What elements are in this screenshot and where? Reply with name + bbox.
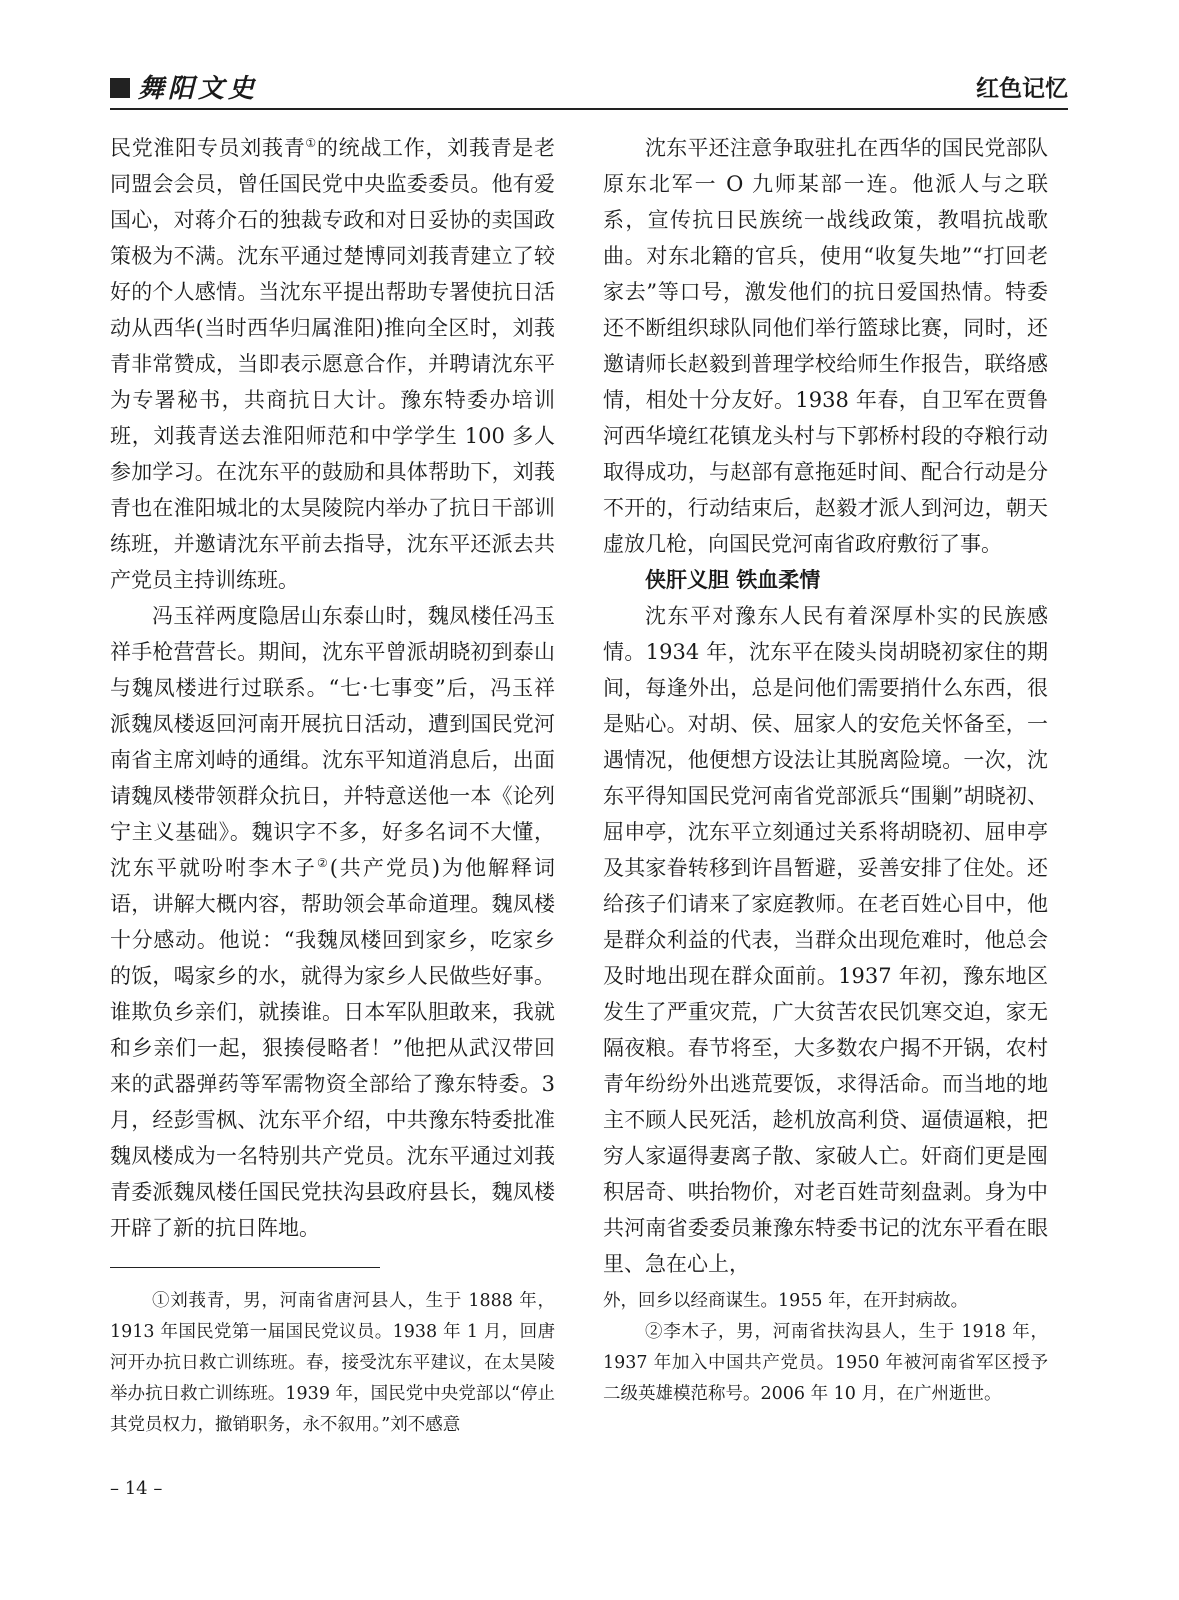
footnote-1-continued: 外，回乡以经商谋生。1955 年，在开封病故。 bbox=[603, 1291, 969, 1311]
section-title: 红色记忆 bbox=[976, 76, 1068, 102]
footnote-1: ①刘莪青，男，河南省唐河县人，生于 1888 年，1913 年国民党第一届国民党议员。1938 年 1 月，回唐河开办抗日救亡训练班。春，接受沈东平建议，在太昊陵举办抗日救亡训练班。1939 年，国民党中央党部以“停止其党员权力，撤销职务，永不叙用。”刘不感意 bbox=[110, 1291, 555, 1435]
header-rule bbox=[110, 108, 1068, 110]
left-column bbox=[110, 130, 555, 1246]
footnote-2: ②李木子，男，河南省扶沟县人，生于 1918 年，1937 年加入中国共产党员。1950 年被河南省军区授予二级英雄模范称号。2006 年 10 月，在广州逝世。 bbox=[603, 1322, 1048, 1404]
text-run: 的统战工作，刘莪青是老同盟会会员，曾任国民党中央监委委员。他有爱国心，对蒋介石的独裁专政和对日妥协的卖国政策极为不满。沈东平通过楚博同刘莪青建立了较好的个人感情。当沈东平提出帮助专署使抗日活动从西华(当时西华归属淮阳)推向全区时，刘莪青非常赞成，当即表示愿意合作，并聘请沈东平为专署秘书，共商抗日大计。豫东特委办培训班，刘莪青送去淮阳师范和中学学生 100 多人参加学习。在沈东平的鼓励和具体帮助下，刘莪青也在淮阳城北的太昊陵院内举办了抗日干部训练班，并邀请沈东平前去指导，沈东平还派去共产党员主持训练班。 bbox=[110, 136, 556, 592]
text-run: 冯玉祥两度隐居山东泰山时，魏凤楼任冯玉祥手枪营营长。期间，沈东平曾派胡晓初到泰山与魏凤楼进行过联系。“七·七事变”后，冯玉祥派魏凤楼返回河南开展抗日活动，遭到国民党河南省主席刘峙的通缉。沈东平知道消息后，出面请魏凤楼带领群众抗日，并特意送他一本《论列宁主义基础》。魏识字不多，好多名词不大懂，沈东平就吩咐李木子 bbox=[110, 604, 555, 880]
page-header bbox=[110, 70, 1068, 110]
header-square-icon bbox=[110, 78, 130, 98]
text-run: 民党淮阳专员刘莪青 bbox=[110, 136, 306, 160]
journal-title: 舞阳文史 bbox=[138, 74, 259, 104]
left-paragraph-1 bbox=[110, 130, 555, 598]
right-paragraph-2: 沈东平对豫东人民有着深厚朴实的民族感情。1934 年，沈东平在陵头岗胡晓初家住的期间，每逢外出，总是问他们需要捎什么东西，很是贴心。对胡、侯、屈家人的安危关怀备至，一遇情况，他便想方设法让其脱离险境。一次，沈东平得知国民党河南省党部派兵“围剿”胡晓初、屈申亭，沈东平立刻通过关系将胡晓初、屈申亭及其家眷转移到许昌暂避，妥善安排了住处。还给孩子们请来了家庭教师。在老百姓心目中，他是群众利益的代表，当群众出现危难时，他总会及时地出现在群众面前。1937 年初，豫东地区发生了严重灾荒，广大贫苦农民饥寒交迫，家无隔夜粮。春节将至，大多数农户揭不开锅，农村青年纷纷外出逃荒要饭，求得活命。而当地的地主不顾人民死活，趁机放高利贷、逼债逼粮，把穷人家逼得妻离子散、家破人亡。奸商们更是囤积居奇、哄抬物价，对老百姓苛刻盘剥。身为中共河南省委委员兼豫东特委书记的沈东平看在眼里、急在心上， bbox=[603, 604, 1048, 1276]
footnote-left bbox=[110, 1286, 555, 1441]
footnote-ref-2: ② bbox=[316, 856, 330, 870]
right-paragraph-1: 沈东平还注意争取驻扎在西华的国民党部队原东北军一 O 九师某部一连。他派人与之联系，宣传抗日民族统一战线政策，教唱抗战歌曲。对东北籍的官兵，使用“收复失地”“打回老家去”等口号，激发他们的抗日爱国热情。特委还不断组织球队同他们举行篮球比赛，同时，还邀请师长赵毅到普理学校给师生作报告，联络感情，相处十分友好。1938 年春，自卫军在贾鲁河西华境红花镇龙头村与下郭桥村段的夺粮行动取得成功，与赵部有意拖延时间、配合行动是分不开的，行动结束后，赵毅才派人到河边，朝天虚放几枪，向国民党河南省政府敷衍了事。 bbox=[603, 136, 1048, 556]
section-heading: 侠肝义胆 铁血柔情 bbox=[645, 568, 821, 592]
text-run: (共产党员)为他解释词语，讲解大概内容，帮助领会革命道理。魏凤楼十分感动。他说：“我魏凤楼回到家乡，吃家乡的饭，喝家乡的水，就得为家乡人民做些好事。谁欺负乡亲们，就揍谁。日本军队胆敢来，我就和乡亲们一起，狠揍侵略者！”他把从武汉带回来的武器弹药等军需物资全部给了豫东特委。3 月，经彭雪枫、沈东平介绍，中共豫东特委批准魏凤楼成为一名特别共产党员。沈东平通过刘莪青委派魏凤楼任国民党扶沟县政府县长，魏凤楼开辟了新的抗日阵地。 bbox=[110, 856, 555, 1240]
footnote-right bbox=[603, 1286, 1048, 1410]
left-paragraph-2 bbox=[110, 598, 555, 1246]
right-column bbox=[603, 130, 1048, 1282]
footnote-divider bbox=[110, 1267, 380, 1268]
footnote-ref-1: ① bbox=[305, 136, 317, 150]
page-number: – 14 – bbox=[110, 1478, 163, 1499]
